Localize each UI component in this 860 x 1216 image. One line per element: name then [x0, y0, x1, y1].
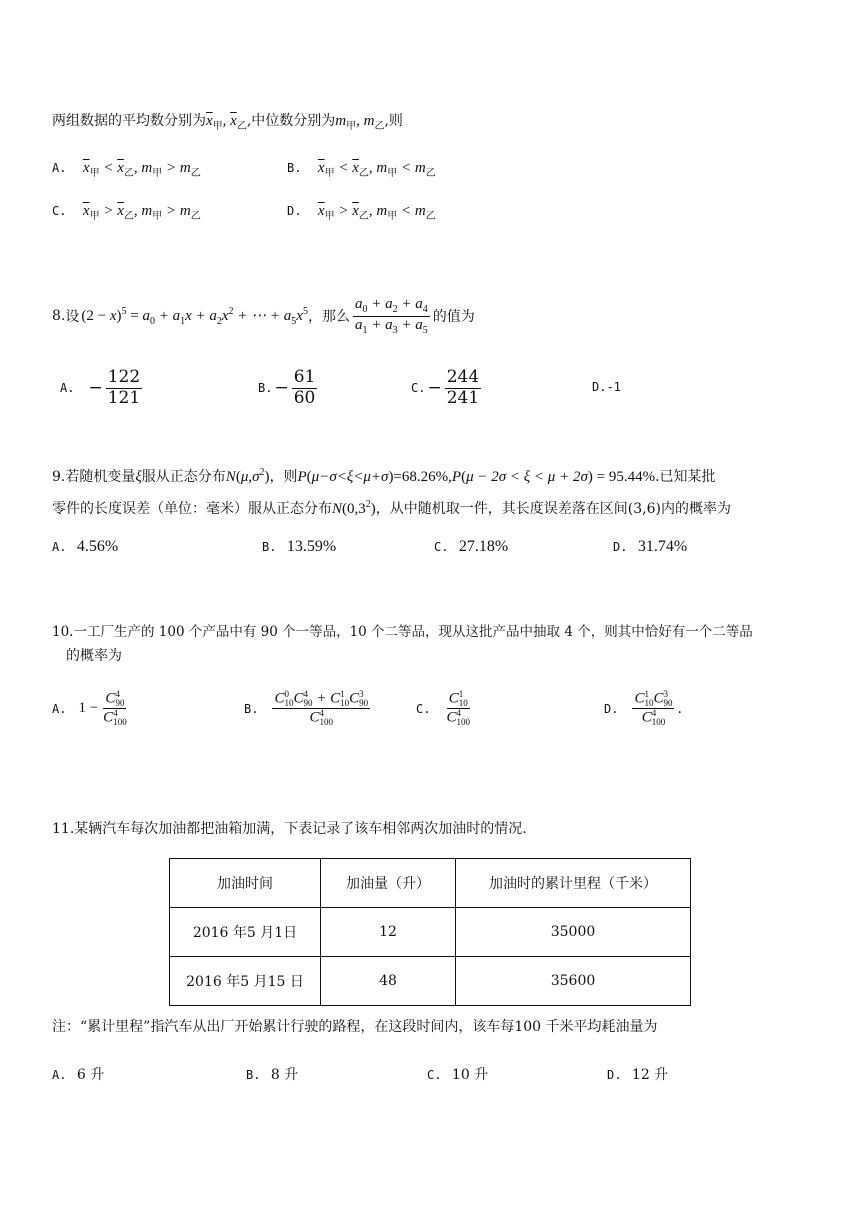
q9-lead: 若随机变量 — [65, 469, 136, 485]
option-label: D. — [607, 1068, 622, 1082]
option-label: D. — [287, 204, 302, 218]
fuel-table — [169, 858, 691, 1006]
q7-stem — [52, 110, 403, 132]
q9-prob-2: P(μ − 2σ < ξ < μ + 2σ) = — [451, 469, 609, 485]
q9-number: 9. — [52, 469, 66, 485]
option-label: B. — [246, 1068, 261, 1082]
table-row — [170, 908, 691, 957]
q9-known: .已知某批 — [655, 469, 716, 485]
option-label: C. — [434, 540, 449, 554]
q11-option-a[interactable] — [52, 1064, 104, 1084]
table-cell: 35600 — [456, 957, 691, 1006]
one: 1 − — [78, 700, 99, 716]
denominator: 241 — [446, 387, 480, 408]
option-label: C. — [427, 1068, 442, 1082]
option-value: 6 升 — [76, 1067, 105, 1083]
denominator: 121 — [107, 387, 141, 408]
table-cell: 12 — [321, 908, 456, 957]
q8-stem — [52, 296, 475, 336]
option-label: A. — [52, 161, 67, 175]
q8-option-c-fraction — [445, 368, 481, 408]
table-header-row — [170, 859, 691, 908]
q10-option-d[interactable]: D. C 1 10 C 3 90 C 4 100 . — [604, 689, 682, 727]
option-label: C. — [416, 701, 431, 716]
q9-normal-dist: $N(\mu,\sigma^2)$ — [225, 467, 270, 485]
q9-option-d[interactable] — [613, 538, 687, 556]
q8-option-a-fraction — [106, 368, 142, 408]
q7-option-c-expr: $\overline{x}_甲 > \overline{x}_乙$, $m_甲 > m_乙$ — [82, 203, 201, 222]
option-value: 10 升 — [451, 1067, 489, 1083]
q9-line2-b: ，从中随机取一件，其长度误差落在区间(3,6)内的概率为 — [375, 501, 731, 517]
table-header-cell: 加油时间 — [170, 859, 321, 908]
option-label: D. — [592, 380, 607, 394]
numerator: 122 — [107, 367, 141, 387]
table-cell: 48 — [321, 957, 456, 1006]
q10-option-b[interactable] — [244, 690, 373, 727]
q8-option-b-fraction — [292, 368, 318, 408]
table-cell: 2016 年5 月15 日 — [170, 957, 321, 1006]
option-label: B. — [244, 701, 259, 716]
q10-line-1: 10.一工厂生产的 100 个产品中有 90 个一等品，10 个二等品，现从这批产品中抽取 4 个，则其中恰好有一个二等品 — [52, 624, 753, 640]
q9-line-2 — [52, 498, 731, 518]
q9-p2: 95.44% — [608, 469, 656, 485]
q7-option-a[interactable] — [52, 160, 201, 179]
xi-symbol: ξ — [135, 469, 142, 485]
q10-line-2: 的概率为 — [66, 648, 122, 664]
option-label: C. — [411, 381, 426, 396]
table-cell: 2016 年5 月1日 — [170, 908, 321, 957]
q9-line2-a: 零件的长度误差（单位：毫米）服从正态分布 — [52, 501, 332, 517]
denominator: 60 — [293, 387, 316, 408]
q8-connector: ，那么 — [307, 309, 350, 325]
q7-stem-mid: ,中位数分别为 — [246, 113, 336, 129]
q9-serves: 服从正态分布 — [141, 469, 226, 485]
minus-sign: − — [88, 378, 103, 399]
q8-option-c[interactable] — [411, 368, 484, 408]
q9-option-a[interactable] — [52, 538, 118, 556]
q10-option-a-fraction: C 4 90 C 4 100 — [103, 689, 127, 727]
q7-mean-symbols: $\overline{x}_甲$, $\overline{x}_乙$ — [206, 113, 247, 132]
option-value: 12 升 — [631, 1067, 669, 1083]
option-label: B. — [258, 381, 273, 396]
q8-tail: 的值为 — [432, 309, 475, 325]
numerator: 244 — [446, 367, 480, 387]
table-header-cell: 加油时的累计里程（千米） — [456, 859, 691, 908]
option-value: 31.74% — [637, 538, 688, 555]
option-label: D. — [604, 701, 619, 716]
q7-option-a-expr: $\overline{x}_甲 < \overline{x}_乙$, $m_甲 > m_乙$ — [82, 160, 201, 179]
option-label: B. — [262, 540, 277, 554]
minus-sign: − — [427, 378, 442, 399]
option-value: 8 升 — [270, 1067, 299, 1083]
option-value: 27.18% — [458, 538, 509, 555]
q10-option-a[interactable] — [52, 690, 132, 727]
table-header-cell: 加油量（升） — [321, 859, 456, 908]
q10-option-c[interactable] — [416, 690, 475, 727]
q7-option-d-expr: $\overline{x}_甲 > \overline{x}_乙$, $m_甲 < m_乙$ — [317, 203, 436, 222]
q8-option-d[interactable] — [592, 379, 621, 395]
q8-ratio-fraction: $\frac{a_0 + a_2 + a_4}{a_1 + a_3 + a_5}$ — [354, 296, 428, 336]
option-label: B. — [287, 161, 302, 175]
q7-option-b-expr: $\overline{x}_甲 < \overline{x}_乙$, $m_甲 < m_乙$ — [317, 160, 436, 179]
q11-stem: 11.某辆汽车每次加油都把油箱加满，下表记录了该车相邻两次加油时的情况. — [52, 821, 527, 837]
q10-option-d-fraction: C 1 10 C 3 90 C 4 100 — [634, 689, 673, 727]
q8-option-a[interactable] — [60, 368, 145, 408]
q9-then: ，则 — [269, 469, 298, 485]
q7-stem-prefix: 两组数据的平均数分别为 — [52, 113, 206, 129]
option-label: A. — [60, 381, 75, 396]
q7-median-symbols: $m_甲$, $m_乙$ — [335, 113, 385, 132]
option-label: C. — [52, 204, 67, 218]
q11-option-b[interactable] — [246, 1064, 298, 1084]
q8-lead: 设 — [65, 309, 80, 325]
q7-stem-suffix: ,则 — [384, 113, 403, 129]
numerator: 61 — [293, 367, 316, 387]
q11-note: 注：“累计里程”指汽车从出厂开始累计行驶的路程，在这段时间内，该车每100 千米平均耗油量为 — [52, 1019, 658, 1035]
q10-option-c-fraction: C 1 10 C 4 100 — [446, 689, 470, 727]
q10-option-b-fraction: C 0 10 C 4 90 + C 1 10 C 3 90 C 4 100 — [274, 689, 369, 727]
q11-option-c[interactable] — [427, 1064, 488, 1084]
minus-sign: − — [274, 378, 289, 399]
option-label: A. — [52, 540, 67, 554]
q8-option-b[interactable] — [258, 368, 320, 408]
q9-option-b[interactable] — [262, 538, 336, 556]
q9-option-c[interactable] — [434, 538, 508, 556]
table-cell: 35000 — [456, 908, 691, 957]
q9-line-1: 9.若随机变量ξ服从正态分布$N(\mu,\sigma^2)$，则P(μ−σ<ξ<μ+σ)=68.26%,P(μ − 2σ < ξ < μ + 2σ) = 95.44%.已知某批 — [52, 467, 716, 485]
table-row — [170, 957, 691, 1006]
q9-normal-0-3: $N(0,3^2)$ — [332, 499, 376, 517]
option-value: -1 — [606, 380, 621, 394]
q11-option-d[interactable] — [607, 1064, 668, 1084]
option-value: 13.59% — [286, 538, 337, 555]
q8-expansion: $(2 - x)^5 = a_0 + a_1x + a_2x^2$ + ⋯ + $a_5x^5$ — [81, 305, 308, 327]
q9-p1: 68.26% — [401, 469, 449, 485]
q8-number: 8. — [52, 308, 66, 324]
q7-option-c[interactable] — [52, 203, 201, 222]
q7-option-d[interactable] — [287, 203, 436, 222]
q9-prob-1: P(μ−σ<ξ<μ+σ)= — [297, 469, 402, 485]
option-label: D. — [613, 540, 628, 554]
option-label: A. — [52, 1068, 67, 1082]
option-label: A. — [52, 701, 67, 716]
option-value: 4.56% — [76, 538, 119, 555]
q7-option-b[interactable] — [287, 160, 436, 179]
